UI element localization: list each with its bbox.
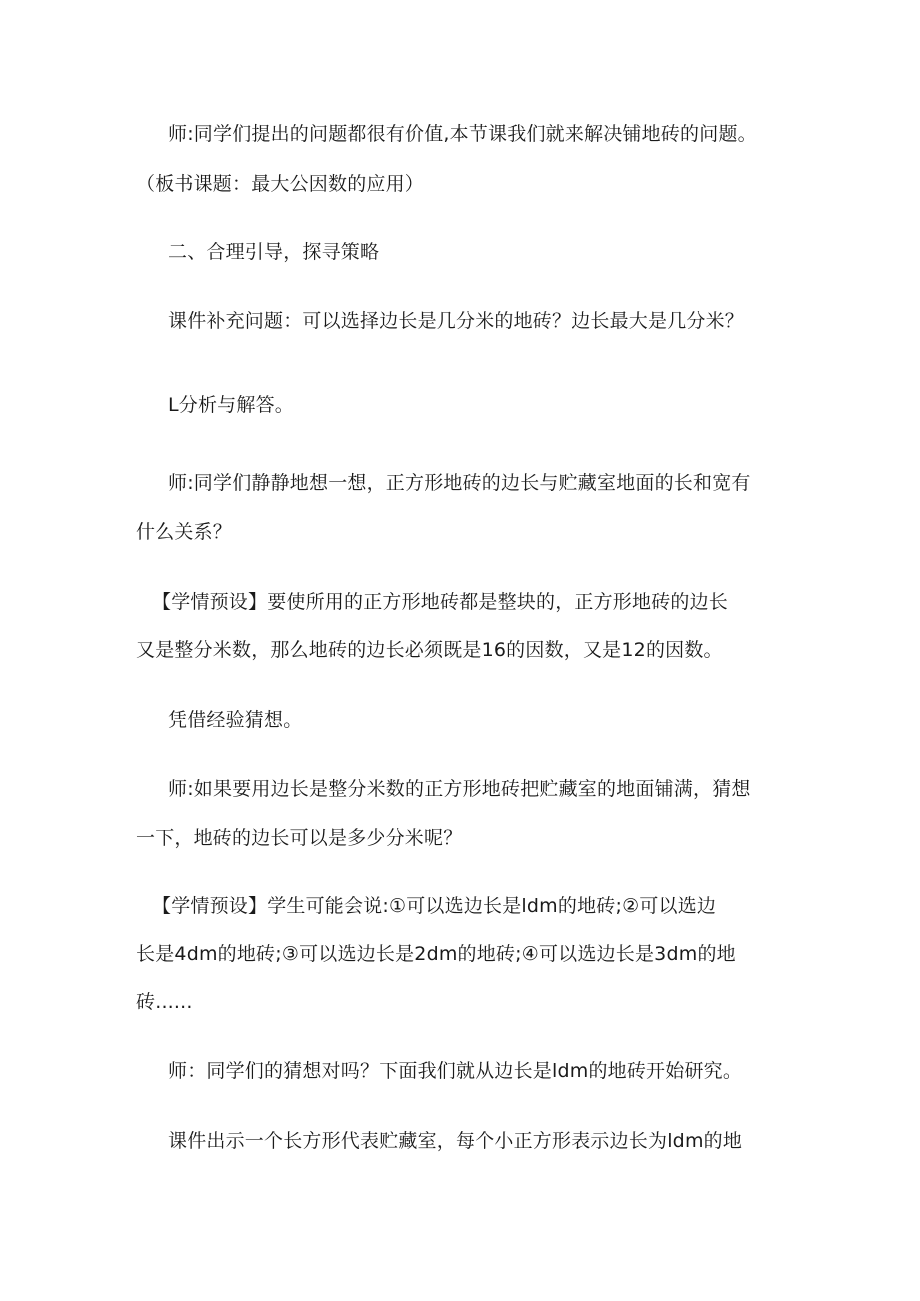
paragraph-line: 课件补充问题：可以选择边长是几分米的地砖？边长最大是几分米？ bbox=[168, 310, 745, 332]
paragraph-line: 师:同学们静静地想一想，正方形地砖的边长与贮藏室地面的长和宽有 bbox=[168, 472, 751, 494]
paragraph-line: 【学情预设】要使所用的正方形地砖都是整块的，正方形地砖的边长 bbox=[152, 591, 729, 613]
paragraph-line: 师：同学们的猜想对吗？下面我们就从边长是ldm的地砖开始研究。 bbox=[168, 1060, 743, 1082]
paragraph-line: 师:如果要用边长是整分米数的正方形地砖把贮藏室的地面铺满，猜想 bbox=[168, 778, 751, 800]
paragraph-line: L分析与解答。 bbox=[168, 394, 294, 416]
paragraph-line: 课件出示一个长方形代表贮藏室，每个小正方形表示边长为ldm的地 bbox=[168, 1130, 743, 1152]
paragraph-line: 凭借经验猜想。 bbox=[168, 709, 303, 731]
paragraph-line: 又是整分米数，那么地砖的边长必须既是16的因数，又是12的因数。 bbox=[136, 639, 723, 661]
paragraph-line: 一下，地砖的边长可以是多少分米呢？ bbox=[136, 827, 463, 849]
paragraph-line: 长是4dm的地砖;③可以选边长是2dm的地砖;④可以选边长是3dm的地 bbox=[136, 943, 736, 965]
paragraph-line: 师:同学们提出的问题都很有价值,本节课我们就来解决铺地砖的问题。 bbox=[168, 123, 757, 145]
section-heading: 二、合理引导，探寻策略 bbox=[168, 241, 380, 263]
paragraph-line: 什么关系？ bbox=[136, 521, 233, 543]
paragraph-line: 砖...... bbox=[136, 991, 193, 1013]
paragraph-line: 【学情预设】学生可能会说:①可以选边长是ldm的地砖;②可以选边 bbox=[152, 895, 717, 917]
paragraph-line: （板书课题：最大公因数的应用） bbox=[136, 173, 425, 195]
